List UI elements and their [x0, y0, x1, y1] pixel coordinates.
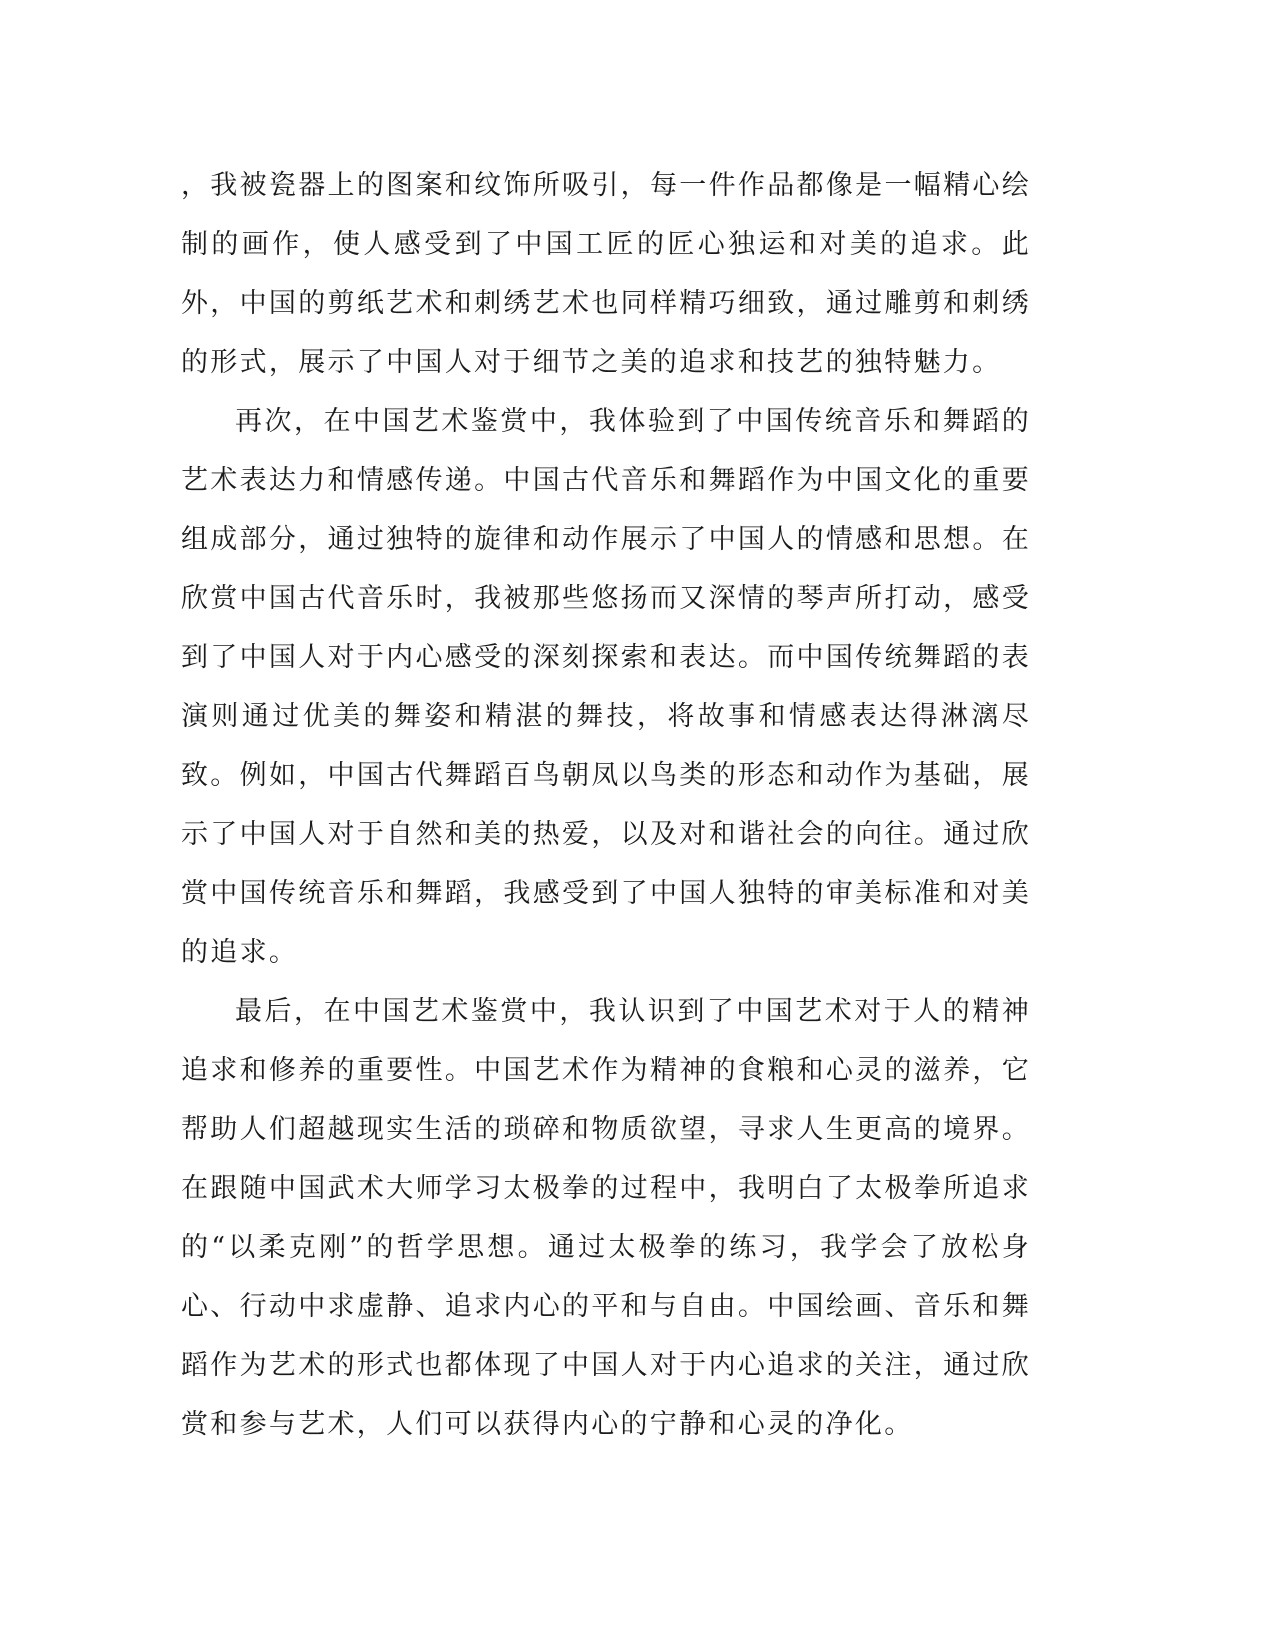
document-body: [181, 156, 1031, 1454]
paragraph-1: ，我被瓷器上的图案和纹饰所吸引，每一件作品都像是一幅精心绘制的画作，使人感受到了中国工匠的匠心独运和对美的追求。此外，中国的剪纸艺术和刺绣艺术也同样精巧细致，通过雕剪和刺绣的形式，展示了中国人对于细节之美的追求和技艺的独特魅力。: [181, 170, 1031, 378]
paragraph-2: 再次，在中国艺术鉴赏中，我体验到了中国传统音乐和舞蹈的艺术表达力和情感传递。中国古代音乐和舞蹈作为中国文化的重要组成部分，通过独特的旋律和动作展示了中国人的情感和思想。在欣赏中国古代音乐时，我被那些悠扬而又深情的琴声所打动，感受到了中国人对于内心感受的深刻探索和表达。而中国传统舞蹈的表演则通过优美的舞姿和精湛的舞技，将故事和情感表达得淋漓尽致。例如，中国古代舞蹈百鸟朝凤以鸟类的形态和动作为基础，展示了中国人对于自然和美的热爱，以及对和谐社会的向往。通过欣赏中国传统音乐和舞蹈，我感受到了中国人独特的审美标准和对美的追求。: [181, 406, 1031, 968]
paragraph-3: 最后，在中国艺术鉴赏中，我认识到了中国艺术对于人的精神追求和修养的重要性。中国艺术作为精神的食粮和心灵的滋养，它帮助人们超越现实生活的琐碎和物质欲望，寻求人生更高的境界。在跟随中国武术大师学习太极拳的过程中，我明白了太极拳所追求的“以柔克刚”的哲学思想。通过太极拳的练习，我学会了放松身心、行动中求虚静、追求内心的平和与自由。中国绘画、音乐和舞蹈作为艺术的形式也都体现了中国人对于内心追求的关注，通过欣赏和参与艺术，人们可以获得内心的宁静和心灵的净化。: [181, 996, 1031, 1440]
